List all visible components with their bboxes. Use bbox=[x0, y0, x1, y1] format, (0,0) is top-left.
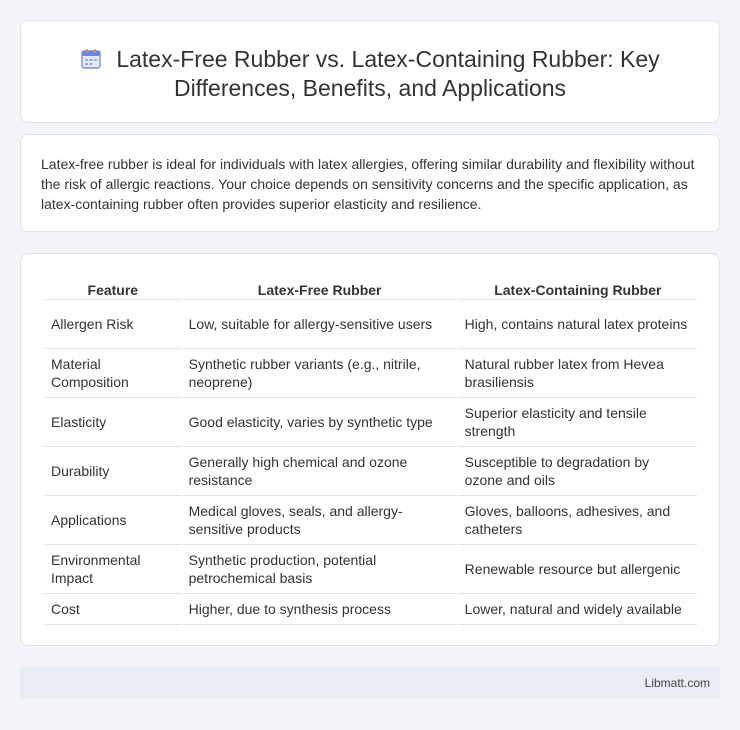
cell-feature: Applications bbox=[45, 496, 181, 545]
table-row bbox=[45, 496, 697, 545]
calendar-icon bbox=[80, 48, 102, 70]
cell-latex-free: Synthetic production, potential petrochemical basis bbox=[183, 545, 457, 594]
table-row bbox=[45, 594, 697, 625]
header-feature: Feature bbox=[45, 274, 181, 300]
table-row bbox=[45, 447, 697, 496]
cell-latex-containing: Superior elasticity and tensile strength bbox=[459, 398, 697, 447]
header-latex-free: Latex-Free Rubber bbox=[183, 274, 457, 300]
cell-feature: Elasticity bbox=[45, 398, 181, 447]
table-row bbox=[45, 300, 697, 349]
table-row bbox=[45, 398, 697, 447]
cell-feature: Cost bbox=[45, 594, 181, 625]
page-title bbox=[21, 45, 719, 103]
cell-feature: Material Composition bbox=[45, 349, 181, 398]
cell-latex-containing: High, contains natural latex proteins bbox=[459, 300, 697, 349]
footer-site-link[interactable]: Libmatt.com bbox=[644, 676, 710, 690]
header-latex-containing: Latex-Containing Rubber bbox=[459, 274, 697, 300]
cell-latex-free: Higher, due to synthesis process bbox=[183, 594, 457, 625]
cell-latex-containing: Gloves, balloons, adhesives, and catheters bbox=[459, 496, 697, 545]
cell-feature: Durability bbox=[45, 447, 181, 496]
footer-bar bbox=[20, 666, 720, 699]
cell-latex-containing: Susceptible to degradation by ozone and oils bbox=[459, 447, 697, 496]
cell-latex-containing: Lower, natural and widely available bbox=[459, 594, 697, 625]
cell-latex-free: Generally high chemical and ozone resistance bbox=[183, 447, 457, 496]
intro-card bbox=[20, 134, 720, 232]
title-line-1: Latex-Free Rubber vs. Latex-Containing Rubber: Key bbox=[116, 46, 660, 72]
table-header-row bbox=[45, 274, 697, 300]
cell-latex-free: Medical gloves, seals, and allergy-sensitive products bbox=[183, 496, 457, 545]
cell-latex-containing: Natural rubber latex from Hevea brasiliensis bbox=[459, 349, 697, 398]
title-card bbox=[20, 20, 720, 123]
comparison-table bbox=[43, 274, 699, 625]
title-line-2: Differences, Benefits, and Applications bbox=[173, 75, 567, 101]
comparison-card bbox=[20, 253, 720, 646]
intro-text: Latex-free rubber is ideal for individuals with latex allergies, offering similar durability and flexibility without the risk of allergic reactions. Your choice depends on sensitivity concerns and the specific application, as latex-containing rubber often provides superior elasticity and resilience. bbox=[41, 156, 695, 212]
table-row bbox=[45, 545, 697, 594]
cell-feature: Allergen Risk bbox=[45, 300, 181, 349]
cell-feature: Environmental Impact bbox=[45, 545, 181, 594]
cell-latex-containing: Renewable resource but allergenic bbox=[459, 545, 697, 594]
table-row bbox=[45, 349, 697, 398]
cell-latex-free: Synthetic rubber variants (e.g., nitrile, neoprene) bbox=[183, 349, 457, 398]
cell-latex-free: Low, suitable for allergy-sensitive users bbox=[183, 300, 457, 349]
cell-latex-free: Good elasticity, varies by synthetic type bbox=[183, 398, 457, 447]
